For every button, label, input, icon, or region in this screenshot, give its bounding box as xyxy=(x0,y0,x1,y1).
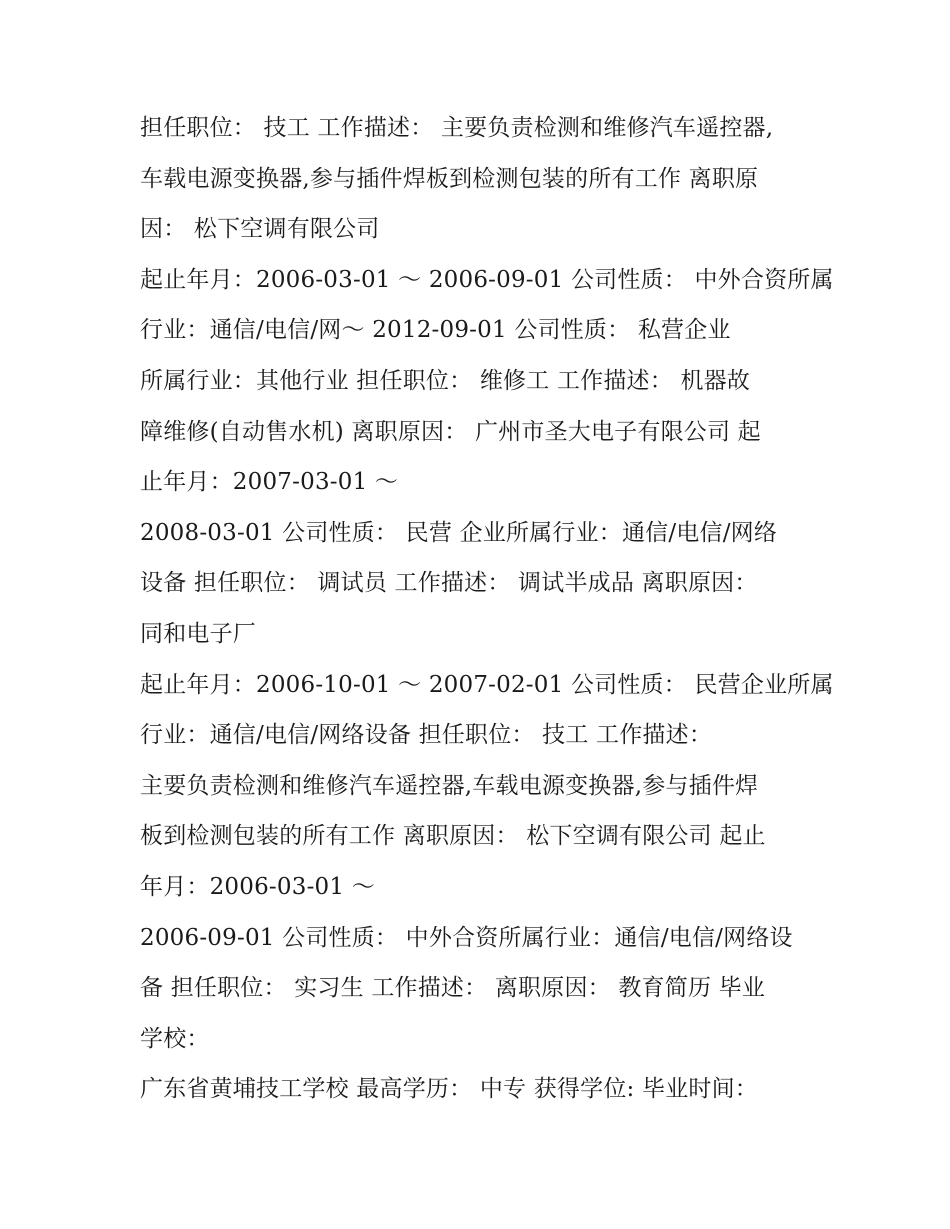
text-line: 车载电源变换器,参与插件焊板到检测包装的所有工作 离职原 xyxy=(140,165,759,192)
text-line: 止年月：2007-03-01 ～ xyxy=(140,469,399,496)
text-line: 行业：通信/电信/网～ 2012-09-01 公司性质： 私营企业 xyxy=(140,317,731,344)
text-line: 广东省黄埔技工学校 最高学历： 中专 获得学位: 毕业时间： xyxy=(140,1076,758,1103)
text-line: 主要负责检测和维修汽车遥控器,车载电源变换器,参与插件焊 xyxy=(140,772,759,799)
text-line: 起止年月：2006-03-01 ～ 2006-09-01 公司性质： 中外合资所属 xyxy=(140,266,834,293)
text-line: 起止年月：2006-10-01 ～ 2007-02-01 公司性质： 民营企业所属 xyxy=(140,671,834,698)
text-line: 同和电子厂 xyxy=(140,620,256,647)
text-line: 担任职位： 技工 工作描述： 主要负责检测和维修汽车遥控器, xyxy=(140,115,774,141)
text-line: 学校： xyxy=(140,1025,210,1052)
text-line: 板到检测包装的所有工作 离职原因： 松下空调有限公司 起止 xyxy=(140,823,766,850)
text-line: 年月：2006-03-01 ～ xyxy=(140,873,375,900)
text-line: 设备 担任职位： 调试员 工作描述： 调试半成品 离职原因： xyxy=(140,570,758,597)
text-line: 障维修(自动售水机) 离职原因： 广州市圣大电子有限公司 起 xyxy=(140,418,761,445)
text-line: 2006-09-01 公司性质： 中外合资所属行业：通信/电信/网络设 xyxy=(140,924,793,951)
text-line: 行业：通信/电信/网络设备 担任职位： 技工 工作描述： xyxy=(140,722,713,749)
text-line: 备 担任职位： 实习生 工作描述： 离职原因： 教育简历 毕业 xyxy=(140,975,766,1002)
resume-text-body xyxy=(140,103,834,1115)
text-line: 所属行业：其他行业 担任职位： 维修工 工作描述： 机器故 xyxy=(140,367,751,394)
text-line: 因： 松下空调有限公司 xyxy=(140,216,380,243)
text-line: 2008-03-01 公司性质： 民营 企业所属行业：通信/电信/网络 xyxy=(140,519,778,546)
